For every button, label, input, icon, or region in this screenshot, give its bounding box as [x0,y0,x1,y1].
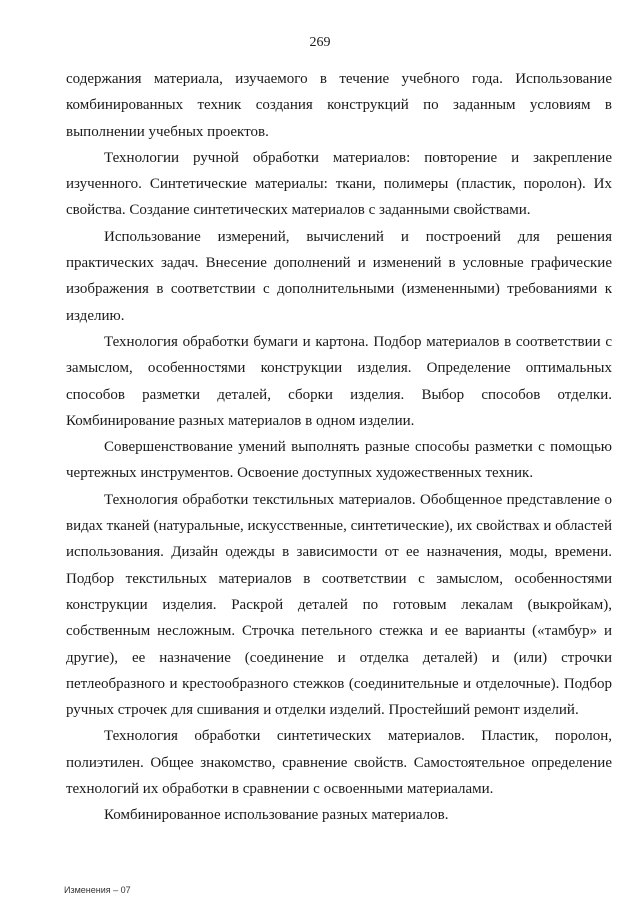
paragraph-8: Комбинированное использование разных материалов. [104,807,449,824]
paragraph-2: Технологии ручной обработки материалов: повторение и закрепление изученного. Синтетические материалы: ткани, полимеры (пластик, поролон). Их свойства. Создание синтетических материалов с заданными свойствами. [66,149,612,219]
paragraph-6: Технология обработки текстильных материалов. Обобщенное представление о видах тканей (натуральные, искусственные, синтетические), их свойствах и областей использования. Дизайн одежды в зависимости от ее назначения, моды, времени. Подбор текстильных материалов в соответствии с замыслом, особенностями конструкции изделия. Раскрой деталей по готовым лекалам (выкройкам), собственным несложным. Строчка петельного стежка и ее варианты («тамбур» и другие), ее назначение (соединение и отделка деталей) и (или) строчки петлеобразного и крестообразного стежков (соединительные и отделочные). Подбор ручных строчек для сшивания и отделки изделий. Простейший ремонт изделий. [66,491,612,719]
paragraph-7: Технология обработки синтетических материалов. Пластик, поролон, полиэтилен. Общее знакомство, сравнение свойств. Самостоятельное определение технологий их обработки в сравнении с освоенными материалами. [66,728,612,798]
document-body [66,66,612,829]
paragraph-4: Технология обработки бумаги и картона. Подбор материалов в соответствии с замыслом, особенностями конструкции изделия. Определение оптимальных способов разметки деталей, сборки изделия. Выбор способов отделки. Комбинирование разных материалов в одном изделии. [66,333,612,429]
paragraph-1: содержания материала, изучаемого в течение учебного года. Использование комбинированных техник создания конструкций по заданным условиям в выполнении учебных проектов. [66,71,612,140]
page-number: 269 [309,35,331,50]
page-footer: Изменения – 07 [64,885,131,895]
paragraph-3: Использование измерений, вычислений и построений для решения практических задач. Внесение дополнений и изменений в условные графические изображения в соответствии с дополнительными (измененными) требованиями к изделию. [66,228,612,324]
paragraph-5: Совершенствование умений выполнять разные способы разметки с помощью чертежных инструментов. Освоение доступных художественных техник. [66,439,612,482]
